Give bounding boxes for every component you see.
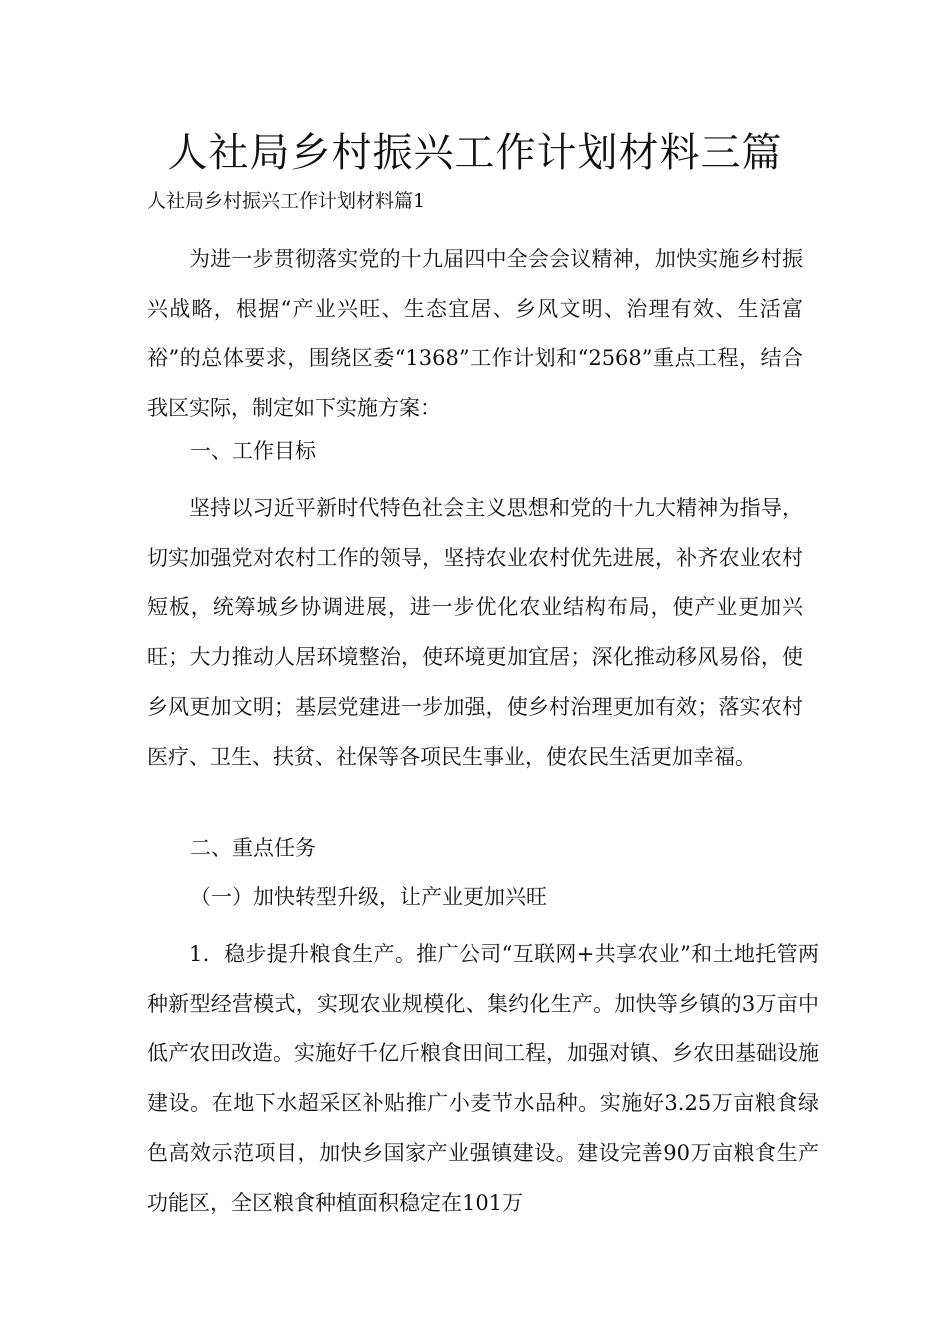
- heading-goal: 一、工作目标: [190, 439, 316, 463]
- heading-tasks: 二、重点任务: [190, 836, 316, 860]
- goal-paragraph: 坚持以习近平新时代特色社会主义思想和党的十九大精神为指导，切实加强党对农村工作的领导，坚持农业农村优先进展，补齐农业农村短板，统筹城乡协调进展，进一步优化农业结构布局，使产业更加兴旺；大力推动人居环境整治，使环境更加宜居；深化推动移风易俗，使乡风更加文明；基层党建进一步加强，使乡村治理更加有效；落实农村医疗、卫生、扶贫、社保等各项民生事业，使农民生活更加幸福。: [147, 496, 803, 769]
- heading-subsection-1: （一）加快转型升级，让产业更加兴旺: [190, 885, 547, 909]
- item-1-paragraph: 1．稳步提升粮食生产。推广公司“互联网+共享农业”和土地托管两种新型经营模式，实现农业规模化、集约化生产。加快等乡镇的3万亩中低产农田改造。实施好千亿斤粮食田间工程，加强对镇、乡农田基础设施建设。在地下水超采区补贴推广小麦节水品种。实施好3.25万亩粮食绿色高效示范项目，加快乡国家产业强镇建设。建设完善90万亩粮食生产功能区，全区粮食种植面积稳定在101万: [147, 942, 819, 1215]
- intro-paragraph: 为进一步贯彻落实党的十九届四中全会会议精神，加快实施乡村振兴战略，根据“产业兴旺、生态宜居、乡风文明、治理有效、生活富裕”的总体要求，围绕区委“1368”工作计划和“2568”重点工程，结合我区实际，制定如下实施方案：: [147, 247, 803, 420]
- document-title: 人社局乡村振兴工作计划材料三篇: [167, 130, 783, 176]
- document-subtitle: 人社局乡村振兴工作计划材料篇1: [147, 190, 426, 212]
